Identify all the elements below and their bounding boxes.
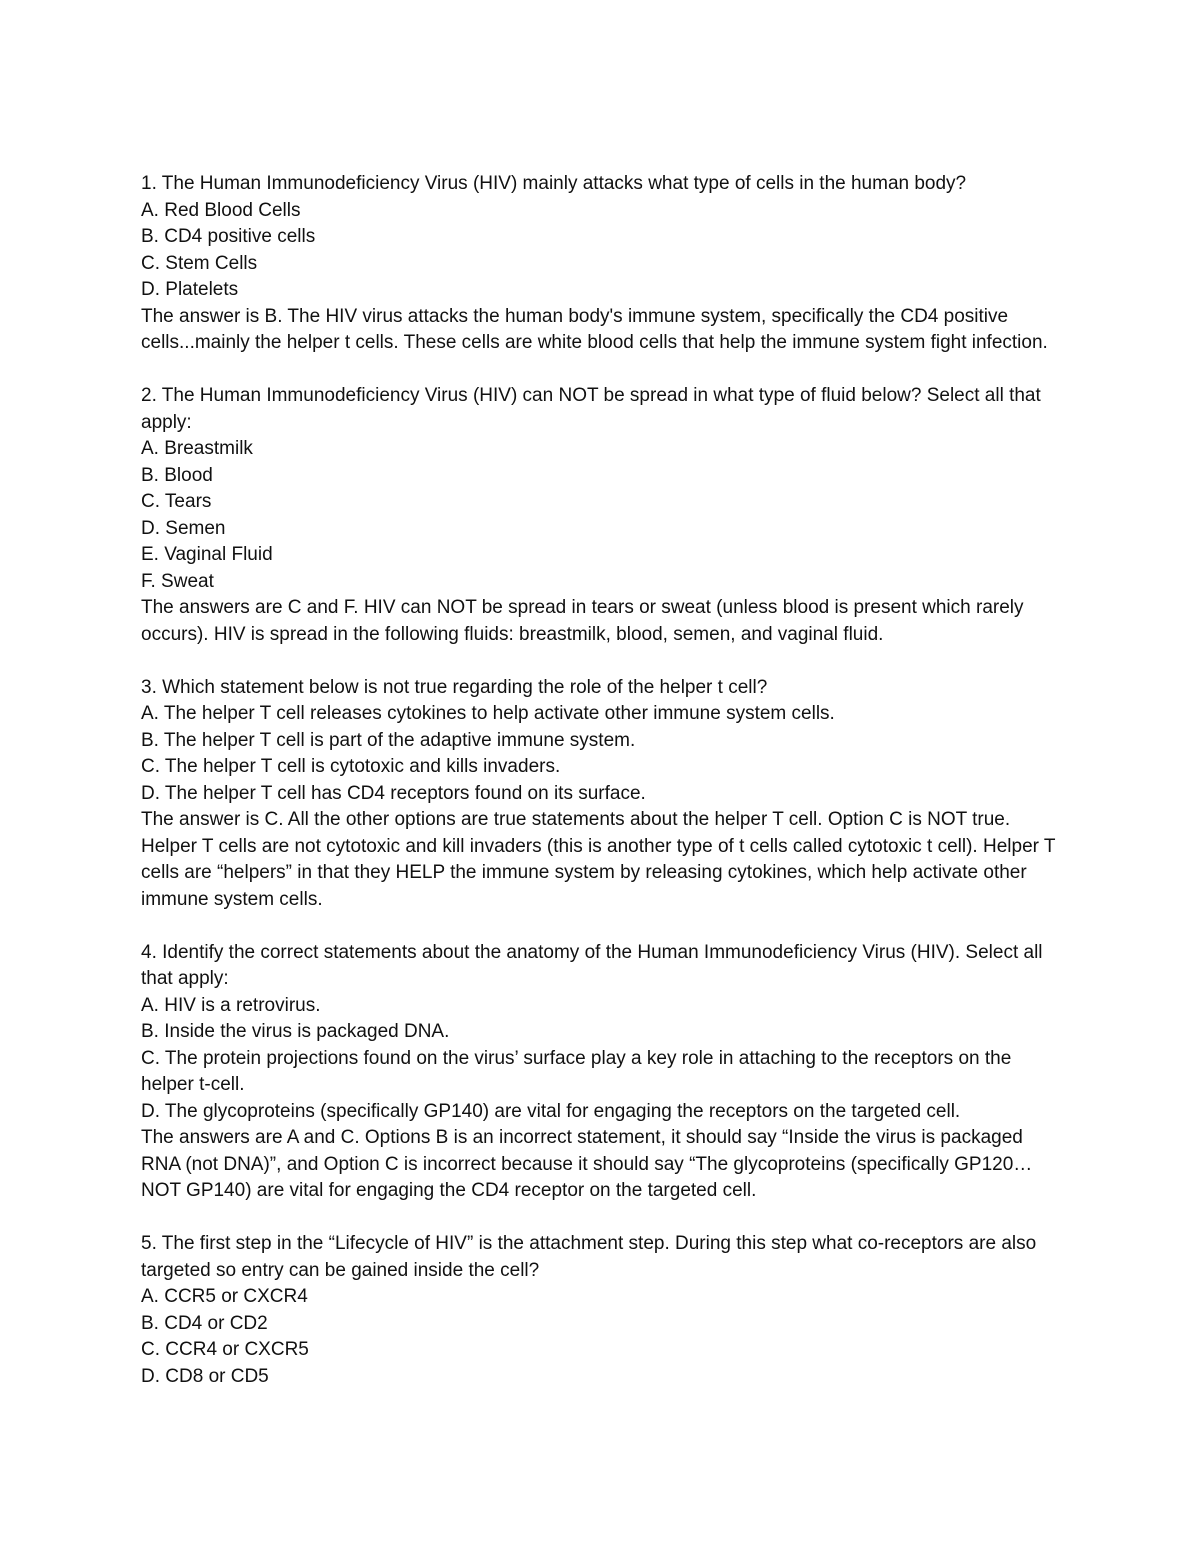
question-3: [141, 675, 1061, 914]
answer-explanation: The answers are C and F. HIV can NOT be spread in tears or sweat (unless blood is present which rarely occurs). HIV is spread in the following fluids: breastmilk, blood, semen, and vaginal fluid.: [141, 597, 1024, 645]
option-b: B. The helper T cell is part of the adaptive immune system.: [141, 729, 636, 751]
option-c: C. CCR4 or CXCR5: [141, 1339, 309, 1360]
option-a: A. Red Blood Cells: [141, 199, 301, 221]
answer-explanation: The answer is B. The HIV virus attacks the human body's immune system, specifically the CD4 positive cells...mainly the helper t cells. These cells are white blood cells that help the immune system fight infection.: [141, 305, 1048, 353]
option-d: D. The helper T cell has CD4 receptors found on its surface.: [141, 782, 646, 804]
option-b: B. Blood: [141, 464, 213, 486]
option-f: F. Sweat: [141, 570, 214, 592]
answer-explanation: The answer is C. All the other options are true statements about the helper T cell. Option C is NOT true. Helper T cells are not cytotoxic and kill invaders (this is another type of t cells called cytotoxic t cell). Helper T cells are “helpers” in that they HELP the immune system by releasing cytokines, which help activate other immune system cells.: [141, 809, 1056, 910]
option-c: C. The helper T cell is cytotoxic and kills invaders.: [141, 756, 561, 777]
option-c: C. Tears: [141, 491, 212, 512]
question-prompt: 4. Identify the correct statements about the anatomy of the Human Immunodeficiency Virus (HIV). Select all that apply:: [141, 941, 1043, 989]
option-a: A. The helper T cell releases cytokines to help activate other immune system cells.: [141, 703, 835, 724]
question-1: [141, 171, 1061, 357]
option-d: D. Platelets: [141, 279, 239, 300]
question-prompt: 2. The Human Immunodeficiency Virus (HIV) can NOT be spread in what type of fluid below? Select all that apply:: [141, 385, 1041, 433]
question-prompt: 5. The first step in the “Lifecycle of HIV” is the attachment step. During this step what co-receptors are also targeted so entry can be gained inside the cell?: [141, 1233, 1037, 1281]
option-c: C. Stem Cells: [141, 252, 258, 274]
option-d: D. Semen: [141, 517, 226, 539]
option-d: D. The glycoproteins (specifically GP140) are vital for engaging the receptors on the targeted cell.: [141, 1100, 961, 1122]
question-2: [141, 383, 1061, 648]
document-body: [141, 171, 1061, 1417]
option-a: A. CCR5 or CXCR4: [141, 1286, 308, 1307]
question-5: [141, 1231, 1061, 1390]
option-b: B. CD4 positive cells: [141, 226, 316, 247]
option-b: B. CD4 or CD2: [141, 1312, 268, 1334]
option-a: A. Breastmilk: [141, 438, 253, 459]
question-prompt: 1. The Human Immunodeficiency Virus (HIV) mainly attacks what type of cells in the human body?: [141, 173, 967, 194]
option-b: B. Inside the virus is packaged DNA.: [141, 1021, 450, 1042]
option-c: C. The protein projections found on the virus’ surface play a key role in attaching to the receptors on the helper t-cell.: [141, 1047, 1012, 1095]
question-4: [141, 940, 1061, 1205]
option-a: A. HIV is a retrovirus.: [141, 994, 321, 1016]
option-e: E. Vaginal Fluid: [141, 544, 273, 565]
question-prompt: 3. Which statement below is not true regarding the role of the helper t cell?: [141, 676, 768, 698]
answer-explanation: The answers are A and C. Options B is an incorrect statement, it should say “Inside the virus is packaged RNA (not DNA)”, and Option C is incorrect because it should say “The glycoproteins (specifically GP120… NOT GP140) are vital for engaging the CD4 receptor on the targeted cell.: [141, 1127, 1033, 1201]
option-d: D. CD8 or CD5: [141, 1365, 269, 1387]
